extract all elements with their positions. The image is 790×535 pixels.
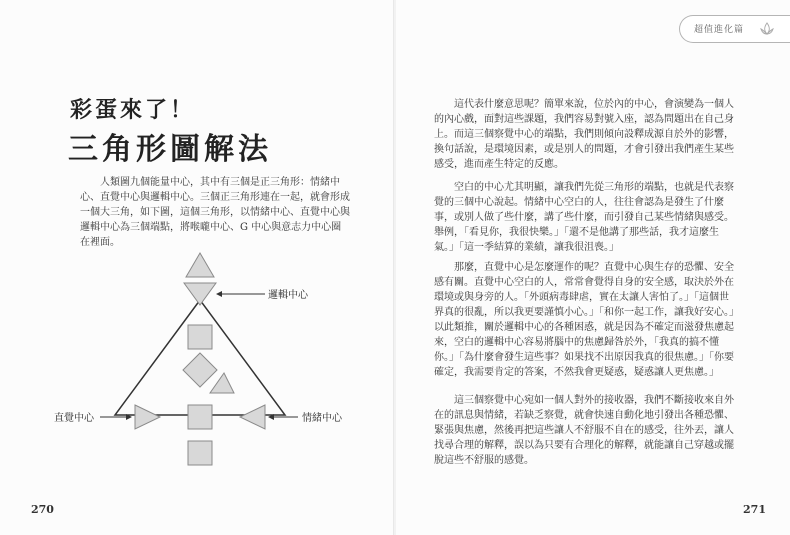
chapter-tab-label: 超值進化篇 [694,25,745,35]
body-paragraph-2: 空白的中心尤其明顯，讓我們先從三角形的端點，也就是代表察覺的三個中心說起。情緒中心空白的人，往往會認為是發生了什麼事，或別人做了些什麼，講了些什麼，而引發自己某些情緒與感受。舉例，「看見你，我很快樂。」「還不是他講了那些話，我才這麼生氣。」「這一季結算的業績，讓我很沮喪。」 [434,182,734,253]
chapter-tab [679,15,790,43]
sacral-center-shape [188,405,212,429]
page-number-left: 270 [31,503,54,516]
intro-paragraph: 人類圖九個能量中心，其中有三個是正三角形：情緒中心、直覺中心與邏輯中心。三個正三角形連在一起，就會形成一個大三角，如下圖，這個三角形，以情緒中心、直覺中心與邏輯中心為三個端點，將喉嚨中心、G 中心與意志力中心圈在裡面。 [80,177,350,248]
logic-center-label: 邏輯中心 [268,290,308,301]
emotion-center-label: 情緒中心 [302,413,342,424]
right-page [396,0,790,535]
triangle-diagram [54,245,360,475]
section-kicker: 彩蛋來了！ [70,97,196,123]
g-center-shape [183,353,217,387]
root-center-shape [188,441,212,465]
body-paragraph-3: 那麼，直覺中心是怎麼運作的呢？直覺中心與生存的恐懼、安全感有關。直覺中心空白的人，常常會覺得自身的安全感，取決於外在環境或與身旁的人。「外頭病毒肆虐，實在太讓人害怕了。」「這個世界真的很亂，所以我更要謹慎小心。」「和你一起工作，讓我好安心。」以此類推，關於邏輯中心的各種困惑，就是因為不確定而滋發焦慮起來，空白的邏輯中心容易將腦中的焦慮歸咎於外，「我真的搞不懂你。」「為什麼會發生這些事？如果找不出原因我真的很焦慮。」「你要確定，我需要肯定的答案，不然我會更疑惑，疑惑讓人更焦慮。」 [434,262,734,378]
intuition-center-label: 直覺中心 [54,413,94,424]
lotus-icon [758,20,776,38]
emotion-center-shape [240,405,265,429]
left-page [0,0,394,535]
logic-center-shape [184,283,216,305]
body-paragraph-1: 這代表什麼意思呢？簡單來說，位於內的中心，會演變為一個人的內心戲，面對這些課題，我們容易對號入座，認為問題出在自己身上。而這三個察覺中心的端點，我們則傾向設釋成源自於外的影響，換句話說，是環境因素，或是別人的問題，才會引發出我們產生某些感受，進而產生特定的反應。 [434,99,734,170]
intuition-center-shape [135,405,160,429]
body-paragraph-4: 這三個察覺中心宛如一個人對外的接收器，我們不斷接收來自外在的訊息與情緒，若缺乏察覺，就會快速自動化地引發出各種恐懼、緊張與焦慮，然後再把這些讓人不舒服不自在的感受，往外丟，讓人找尋合理的解釋，誤以為只要有合理化的解釋，就能讓自己穿越或擺脫這些不舒服的感覺。 [434,395,734,466]
top-up-triangle [186,253,214,277]
throat-center-shape [188,325,212,349]
page-number-right: 271 [743,503,766,516]
section-title: 三角形圖解法 [68,132,272,167]
will-center-shape [210,373,234,393]
